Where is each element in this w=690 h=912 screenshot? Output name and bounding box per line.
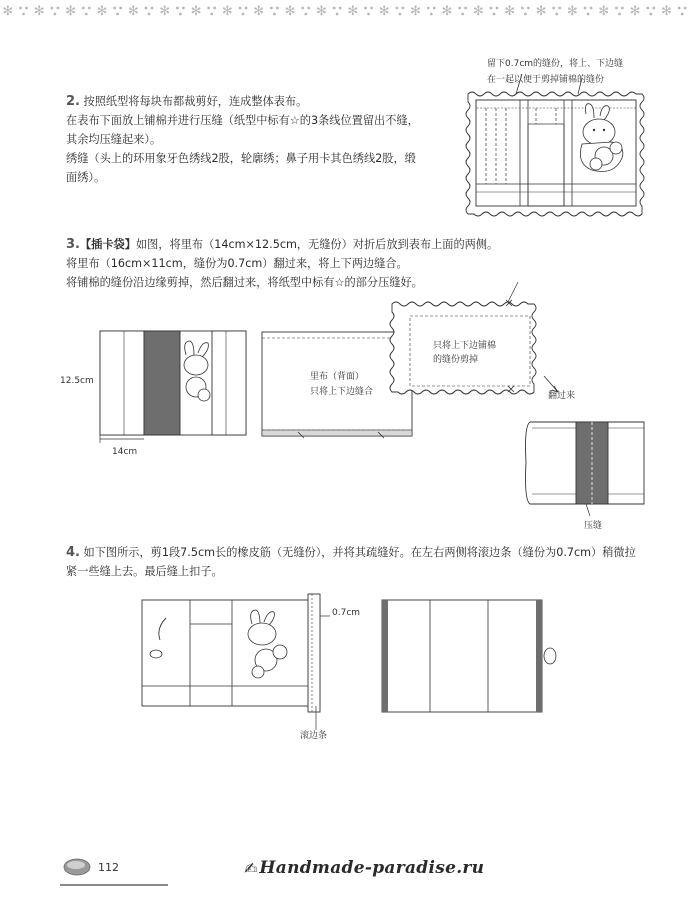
header-dot (552, 7, 555, 10)
header-flake-icon: ✻ (284, 4, 296, 19)
header-dot (113, 7, 116, 10)
header-dot (401, 7, 404, 10)
header-dot (493, 13, 496, 16)
step-4-text (66, 543, 656, 581)
header-flake-icon: ✻ (598, 4, 610, 19)
header-dot (367, 13, 370, 16)
header-pattern (0, 0, 690, 22)
step-3-label-lining-1: 里布（背面） (310, 372, 365, 382)
header-flake-icon: ✻ (33, 4, 45, 19)
step-4-label-seam: 0.7cm (332, 608, 361, 618)
header-dot (684, 7, 687, 10)
step-2-callout-2: 在一起以便于剪掉铺棉的缝份 (487, 75, 605, 85)
header-dot (19, 7, 22, 10)
header-dot (615, 7, 618, 10)
header-dot (433, 7, 436, 10)
header-dot (176, 7, 179, 10)
header-dot (649, 13, 652, 16)
footer-rule (60, 884, 168, 886)
step-3-label-trim-1: 只将上下边铺棉 (433, 341, 497, 351)
header-flake-icon: ✻ (65, 4, 77, 19)
header-dot (678, 7, 681, 10)
header-dot (85, 13, 88, 16)
header-dot (304, 13, 307, 16)
watermark-text: Handmade-paradise.ru (259, 858, 485, 878)
header-dot (646, 7, 649, 10)
header-flake-icon: ✻ (221, 4, 233, 19)
header-dot (464, 7, 467, 10)
header-dot (245, 7, 248, 10)
header-flake-icon: ✻ (127, 4, 139, 19)
header-flake-icon: ✻ (347, 4, 359, 19)
step-3-label-topstitch: 压缝 (584, 521, 603, 531)
header-dot (490, 7, 493, 10)
header-flake-icon: ✻ (504, 4, 516, 19)
header-dot (681, 13, 684, 16)
header-dot (339, 7, 342, 10)
header-dot (119, 7, 122, 10)
step-4-number: 4. (66, 545, 80, 560)
step-2-line-3: 其余均压缝起来）。 (66, 133, 162, 146)
step-2-illustration (466, 84, 646, 220)
header-dot (621, 7, 624, 10)
header-border (0, 0, 690, 22)
header-dot (652, 7, 655, 10)
header-dot (618, 13, 621, 16)
header-dot (53, 13, 56, 16)
step-4-line-1: 如下图所示，剪1段7.5cm长的橡皮筋（无缝份），并将其疏缝好。在左右两侧将滚边条（缝份为0.7cm）稍微拉 (83, 546, 636, 559)
header-dot (270, 7, 273, 10)
header-dot (458, 7, 461, 10)
header-dot (82, 7, 85, 10)
header-dot (207, 7, 210, 10)
step-3-keyword: 【插卡袋】 (79, 238, 136, 251)
header-flake-icon: ✻ (566, 4, 578, 19)
header-dot (395, 7, 398, 10)
header-dot (25, 7, 28, 10)
header-dot (242, 13, 245, 16)
header-dot (364, 7, 367, 10)
step-4-illustration-finished (376, 592, 566, 722)
step-2-callout-1: 留下0.7cm的缝份，将上、下边缝 (487, 59, 624, 69)
header-dot (370, 7, 373, 10)
step-3-label-turn: 翻过来 (548, 391, 576, 401)
header-dot (427, 7, 430, 10)
header-dot (590, 7, 593, 10)
header-dot (179, 13, 182, 16)
step-3-illustration-turned (520, 414, 650, 510)
header-dot (301, 7, 304, 10)
header-dot (50, 7, 53, 10)
step-2-line-1: 按照纸型将每块布都裁剪好，连成整体表布。 (83, 95, 308, 108)
step-4-illustration-binding (136, 588, 336, 718)
header-dot (239, 7, 242, 10)
header-dot (398, 13, 401, 16)
header-dot (182, 7, 185, 10)
header-dot (430, 13, 433, 16)
step-2-text (66, 92, 436, 187)
header-flake-icon: ✻ (159, 4, 171, 19)
header-dot (584, 7, 587, 10)
header-dot (521, 7, 524, 10)
header-dot (336, 13, 339, 16)
step-3-label-trim-2: 的缝份剪掉 (433, 355, 479, 365)
header-dot (151, 7, 154, 10)
header-flake-icon: ✻ (629, 4, 641, 19)
watermark (244, 858, 484, 878)
step-4-label-binding: 滚边条 (300, 731, 328, 741)
header-dot (116, 13, 119, 16)
button-icon (63, 857, 91, 877)
step-4-line-2: 紧一些缝上去。最后缝上扣子。 (66, 565, 223, 578)
header-dot (558, 7, 561, 10)
header-dot (496, 7, 499, 10)
hand-icon: ✍ (244, 858, 258, 878)
header-dot (307, 7, 310, 10)
header-flake-icon: ✻ (661, 4, 672, 19)
step-3-line-1: 如图，将里布（14cm×12.5cm，无缝份）对折后放到表布上面的两侧。 (135, 238, 499, 251)
page-number: 112 (98, 861, 119, 874)
step-3-label-height: 12.5cm (60, 376, 94, 386)
header-flake-icon: ✻ (535, 4, 547, 19)
header-dot (213, 7, 216, 10)
header-dot (333, 7, 336, 10)
header-dot (587, 13, 590, 16)
header-dot (145, 7, 148, 10)
step-3-label-lining-2: 只将上下边缝合 (310, 387, 374, 397)
step-2-line-2: 在表布下面放上铺棉并进行压缝（纸型中标有☆的3条线位置留出不缝， (66, 114, 419, 127)
header-dot (276, 7, 279, 10)
header-flake-icon: ✻ (410, 4, 422, 19)
step-2-line-4: 绣缝（头上的环用象牙色绣线2股，轮廓绣；鼻子用卡其色绣线2股，缎 (66, 152, 416, 165)
header-dot (461, 13, 464, 16)
header-dot (88, 7, 91, 10)
header-dot (148, 13, 151, 16)
step-2-number: 2. (66, 94, 80, 109)
step-3-label-width: 14cm (112, 447, 138, 457)
header-dot (524, 13, 527, 16)
header-flake-icon: ✻ (441, 4, 453, 19)
page-number-badge (63, 857, 91, 877)
header-dot (210, 13, 213, 16)
header-dot (56, 7, 59, 10)
header-dot (273, 13, 276, 16)
header-flake-icon: ✻ (96, 4, 108, 19)
header-dot (22, 13, 25, 16)
step-3-illustration-pockets (90, 325, 260, 445)
header-flake-icon: ✻ (190, 4, 202, 19)
header-flake-icon: ✻ (253, 4, 265, 19)
header-dot (555, 13, 558, 16)
step-3-line-3: 将铺棉的缝份沿边缘剪掉，然后翻过来，将纸型中标有☆的部分压缝好。 (66, 276, 423, 289)
header-flake-icon: ✻ (472, 4, 484, 19)
step-3-line-2: 将里布（16cm×11cm，缝份为0.7cm）翻过来，将上下两边缝合。 (66, 257, 408, 270)
header-flake-icon: ✻ (316, 4, 327, 19)
step-2-line-5: 面绣）。 (66, 171, 106, 184)
header-flake-icon: ✻ (2, 4, 14, 19)
step-3-number: 3. (66, 237, 80, 252)
header-dot (527, 7, 530, 10)
header-flake-icon: ✻ (378, 4, 390, 19)
